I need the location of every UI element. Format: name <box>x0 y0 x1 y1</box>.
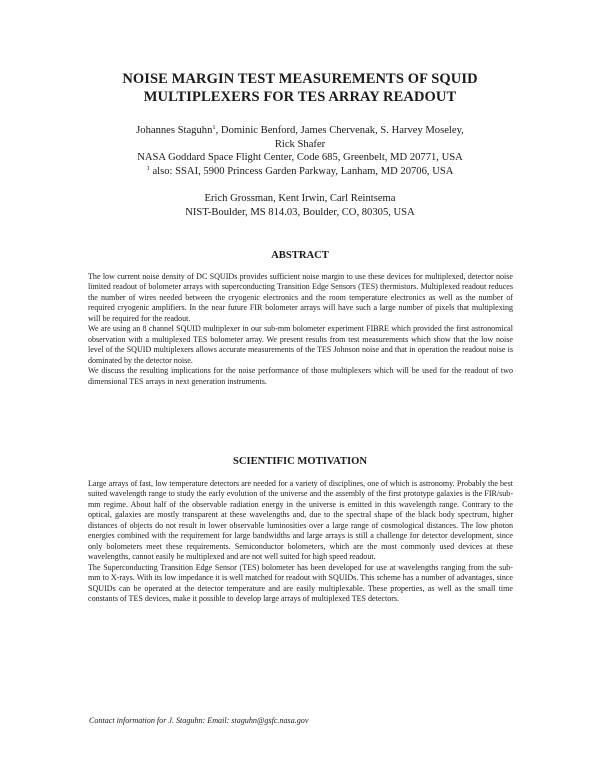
motivation-paragraph: The Superconducting Transition Edge Sensor (TES) bolometer has been developed for use at wavelengths ranging from the sub-mm to X-rays. With its low impedance it is well matched for readout with SQUIDs. This scheme has a number of advantages, since SQUIDs can be operated at the detector temperature and are easily multiplexable. These properties, as well as the small time constants of TES devices, make it possible to develop large arrays of multiplexed TES detectors. <box>88 562 513 603</box>
abstract-paragraph: We are using an 8 channel SQUID multiplexer in our sub-mm bolometer experiment FIBRE which provided the first astronomical observation with a multiplexed TES bolometer array. We present results from test measurements which show that the low noise level of the SQUID multiplexers allows accurate measurements of the TES Johnson noise and that in operation the readout noise is dominated by the detector noise. <box>88 324 513 365</box>
footnote-marker: 1 <box>146 164 150 172</box>
title-line-1: NOISE MARGIN TEST MEASUREMENTS OF SQUID <box>122 71 478 87</box>
author-affiliation: NASA Goddard Space Flight Center, Code 685, Greenbelt, MD 20771, USA <box>137 152 463 164</box>
footnote-marker: 1 <box>212 124 216 131</box>
abstract-heading: ABSTRACT <box>271 250 329 261</box>
paper-title <box>60 70 540 106</box>
author-block-nasa <box>60 124 540 178</box>
author-names-rest: , Dominic Benford, James Chervenak, S. Harvey Moseley, <box>215 125 464 136</box>
abstract-paragraph: We discuss the resulting implications for the noise performance of those multiplexers which will be used for the readout of two dimensional TES arrays in next generation instruments. <box>88 366 513 386</box>
contact-footnote: Contact information for J. Staguhn: Email: staguhn@gsfc.nasa.gov <box>89 716 309 725</box>
author-names-nist: Erich Grossman, Kent Irwin, Carl Reintsema <box>204 193 396 204</box>
author-block-nist <box>60 192 540 220</box>
motivation-heading: SCIENTIFIC MOTIVATION <box>232 456 368 467</box>
author-names-line-1 <box>60 124 540 138</box>
author-affiliation-nist: NIST-Boulder, MS 814.03, Boulder, CO, 80305, USA <box>185 207 415 218</box>
abstract-paragraph: The low current noise density of DC SQUIDs provides sufficient noise margin to use these devices for multiplexed, detector noise limited readout of bolometer arrays with superconducting Transition Edge Sensors (TES) thermistors. Multiplexed readout reduces the number of wires needed between the cryogenic electronics and the room temperature electronics as well as the number of required cryogenic amplifiers. In the near future FIR bolometer arrays will have such a large number of pixels that multiplexing will be required for the readout. <box>88 272 513 323</box>
author-name-staguhn: Johannes Staguhn <box>136 125 213 136</box>
author-also-note <box>60 165 540 179</box>
title-line-2: MULTIPLEXERS FOR TES ARRAY READOUT <box>143 89 457 105</box>
motivation-paragraph: Large arrays of fast, low temperature detectors are needed for a variety of disciplines, one of which is astronomy. Probably the best suited wavelength range to study the early evolution of the universe and the assembly of the first prototype galaxies is the FIR/sub-mm regime. About half of the observable radiation energy in the universe is emitted in this wavelength range. Contrary to the optical, galaxies are mostly transparent at these wavelengths and, due to the spectral shape of the black body spectrum, higher distances of objects do not result in lower observable luminosities over a large range of cosmological distances. The low photon energies combined with the requirement for large bandwidths and large arrays is still a challenge for detector development, since only bolometers meet these requirements. Semiconductor bolometers, which are the most commonly used devices at these wavelengths, cannot easily be multiplexed and are not well suited for high speed readout. <box>88 479 513 562</box>
abstract-body <box>88 272 513 387</box>
motivation-body <box>88 479 513 604</box>
author-names-line-2: Rick Shafer <box>274 138 326 150</box>
also-affiliation: also: SSAI, 5900 Princess Garden Parkway, Lanham, MD 20706, USA <box>152 165 454 177</box>
